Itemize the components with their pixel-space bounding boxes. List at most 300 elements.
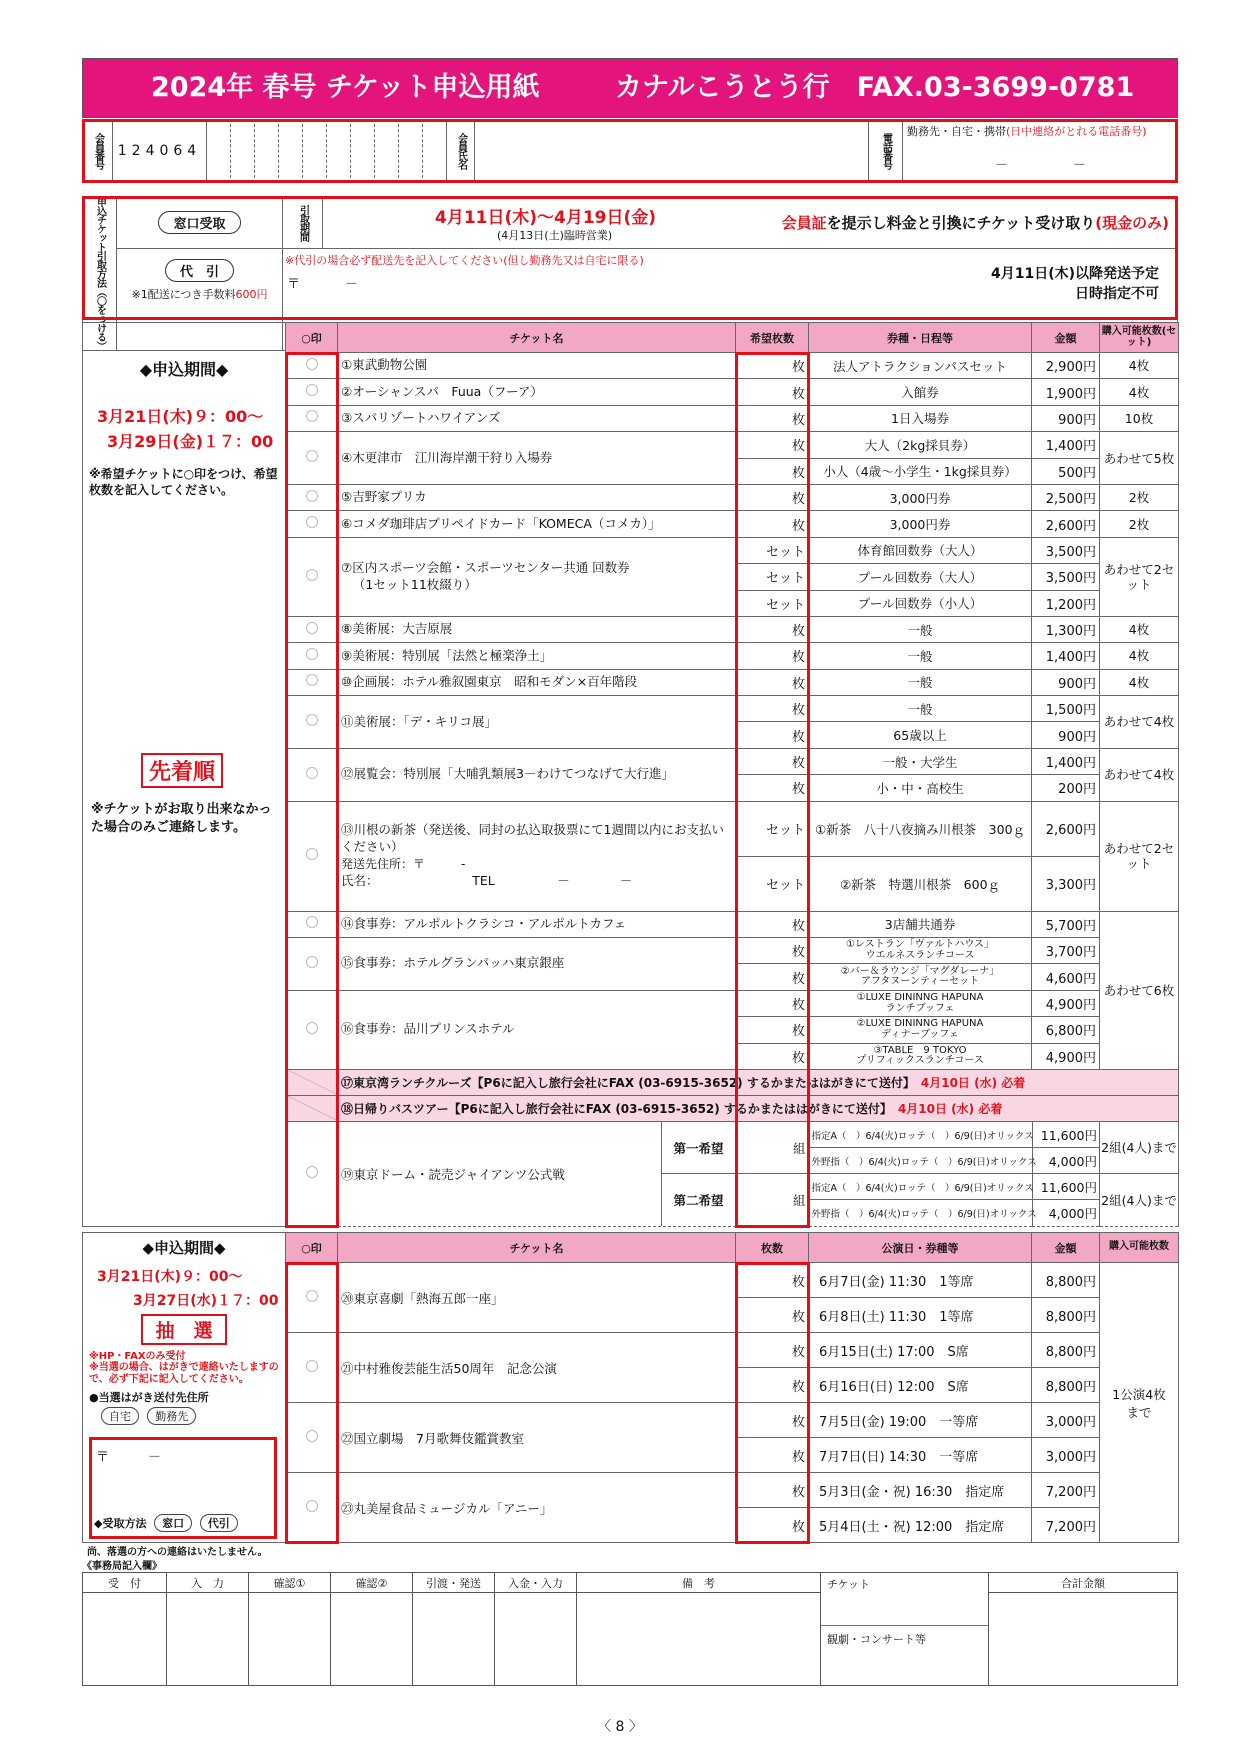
ticket-name-cell xyxy=(338,405,736,431)
show-date: 6月15日(土) 17:00 S席 xyxy=(819,1344,969,1360)
mark-cell[interactable] xyxy=(286,643,338,669)
limit-cell xyxy=(1100,669,1179,695)
price: 1,400円 xyxy=(1045,650,1096,666)
purchase-limit: あわせて4枚 xyxy=(1103,714,1175,730)
mark-cell[interactable] xyxy=(286,484,338,510)
price: 5,700円 xyxy=(1045,918,1096,934)
title-bar xyxy=(82,58,1178,118)
mark-cell[interactable] xyxy=(286,669,338,695)
office-cell[interactable] xyxy=(577,1593,821,1686)
date-cell xyxy=(809,1368,1032,1403)
circle-mark xyxy=(306,956,318,968)
work-option[interactable]: 勤務先 xyxy=(147,1407,196,1425)
type-cell xyxy=(809,379,1032,405)
member-number-box[interactable] xyxy=(351,120,375,183)
quantity-cell[interactable] xyxy=(736,938,809,964)
price-cell xyxy=(1032,669,1100,695)
purchase-limit: 4枚 xyxy=(1128,622,1150,638)
slash-cell xyxy=(286,1069,338,1095)
quantity-cell[interactable] xyxy=(736,856,809,911)
price-cell xyxy=(1032,511,1100,537)
date-cell xyxy=(809,1333,1032,1368)
price-cell xyxy=(1032,537,1100,563)
ticket-name: ⑭食事券：アルポルトクラシコ・アルポルトカフェ xyxy=(341,915,627,931)
ticket-name: ④木更津市 江川海岸潮干狩り入場券 xyxy=(341,449,553,465)
ticket-name: ①東武動物公園 xyxy=(341,357,428,373)
ticket-name: ⑤吉野家プリカ xyxy=(341,489,427,505)
price: 7,200円 xyxy=(1045,1484,1096,1500)
member-number-box[interactable] xyxy=(207,120,231,183)
phone-field[interactable] xyxy=(903,120,1178,183)
circle-mark xyxy=(306,1360,318,1372)
quantity-cell[interactable] xyxy=(736,801,809,856)
ticket-type: 一般 xyxy=(907,675,933,691)
type-cell xyxy=(809,458,1032,484)
type-cell xyxy=(809,669,1032,695)
ticket-name-cell xyxy=(338,432,736,485)
lottery-note-1: ※HP・FAXのみ受付 xyxy=(89,1351,186,1362)
mark-cell[interactable] xyxy=(286,432,338,485)
ticket-name: ③スパリゾートハワイアンズ xyxy=(341,410,501,426)
quantity-cell[interactable] xyxy=(736,511,809,537)
quantity-cell[interactable] xyxy=(736,353,809,379)
show-name-cell xyxy=(338,1473,736,1543)
lottery-badge: 抽 選 xyxy=(141,1314,226,1345)
office-col-reception: 受 付 xyxy=(83,1573,167,1593)
type-cell xyxy=(809,801,1032,856)
quantity-cell[interactable] xyxy=(736,964,809,990)
type-cell xyxy=(809,1017,1032,1043)
ticket-name: ⑪美術展：「デ・キリコ展」 xyxy=(341,713,498,729)
limit-cell xyxy=(1100,801,1179,911)
member-number-box[interactable] xyxy=(423,120,447,183)
ticket-name-header: チケット名 xyxy=(338,1233,736,1263)
ticket-name-cell xyxy=(338,938,736,991)
ship-note-1: 4月11日(木)以降発送予定 xyxy=(990,266,1159,282)
period-from: 3月21日(木)９：00～ xyxy=(97,407,264,426)
unit-label: 枚 xyxy=(791,945,805,961)
mark-cell[interactable] xyxy=(286,801,338,911)
show-name-cell xyxy=(338,1403,736,1473)
ticket-type: 65歳以上 xyxy=(893,728,947,744)
phone-label: 電話番号 xyxy=(880,133,892,169)
quantity-cell[interactable] xyxy=(736,696,809,722)
date-cell xyxy=(809,1508,1032,1543)
ticket-type: ①LUXE DININNG HAPUNA xyxy=(856,992,984,1003)
price: 1,200円 xyxy=(1045,597,1096,613)
circle-mark xyxy=(306,916,318,928)
type-cell xyxy=(809,1043,1032,1069)
office-cell[interactable] xyxy=(989,1593,1178,1686)
mark-cell[interactable] xyxy=(286,1473,338,1543)
ticket-type: 一般 xyxy=(907,622,933,638)
quantity-cell[interactable] xyxy=(736,643,809,669)
circle-mark xyxy=(306,767,318,779)
office-cell[interactable] xyxy=(83,1593,167,1686)
office-cell[interactable] xyxy=(167,1593,249,1686)
pickup-period-note: (4月13日(土)臨時営業) xyxy=(497,229,613,242)
mark-cell[interactable] xyxy=(286,911,338,937)
circle-mark xyxy=(306,674,318,686)
limit-cell xyxy=(1100,1121,1179,1173)
type-cell xyxy=(809,405,1032,431)
office-cell[interactable] xyxy=(413,1593,495,1686)
type-cell xyxy=(809,564,1032,590)
show-name: ㉑中村雅俊芸能生活50周年 記念公演 xyxy=(341,1360,557,1376)
type-cell xyxy=(809,990,1032,1016)
ticket-type: 小人（4歳～小学生・1kg採貝券） xyxy=(823,464,1017,480)
type-cell xyxy=(809,643,1032,669)
mark-cell[interactable] xyxy=(286,537,338,616)
price: 4,900円 xyxy=(1045,998,1096,1013)
purchase-limit: あわせて6枚 xyxy=(1103,983,1175,999)
quantity-cell[interactable] xyxy=(736,775,809,801)
purchase-limit: 2枚 xyxy=(1128,490,1150,506)
left-panel-lottery xyxy=(83,1233,286,1558)
circle-mark xyxy=(306,384,318,396)
price-cell xyxy=(1032,938,1100,964)
ticket-name: ⑬川根の新茶（発送後、同封の払込取扱票にて1週間以内にお支払いください） xyxy=(341,822,724,855)
ticket-type: ②新茶 特選川根茶 600ｇ xyxy=(839,876,1001,892)
circle-mark xyxy=(306,622,318,634)
postal-mark: 〒 xyxy=(287,277,301,292)
show-date: 7月5日(金) 19:00 一等席 xyxy=(819,1414,979,1430)
quantity-cell[interactable] xyxy=(736,484,809,510)
office-col-total: 合計金額 xyxy=(989,1573,1178,1593)
ticket-name-cell xyxy=(338,537,736,616)
quantity-cell[interactable] xyxy=(736,669,809,695)
pickup-method-label: 申込チケット引取方法（〇をつける） xyxy=(94,197,106,350)
unit-label: 枚 xyxy=(791,439,805,455)
circle-mark xyxy=(306,1500,318,1512)
pickup-period-label: 引取期間 xyxy=(297,204,309,241)
quantity-cell[interactable] xyxy=(736,1017,809,1043)
quantity-cell[interactable] xyxy=(736,1508,809,1543)
office-col-remarks: 備 考 xyxy=(577,1573,821,1593)
bustour-row xyxy=(338,1095,1179,1121)
office-cell[interactable] xyxy=(249,1593,331,1686)
type-cell xyxy=(809,484,1032,510)
price: 2,900円 xyxy=(1045,360,1096,376)
date-cell xyxy=(809,1403,1032,1438)
price-cell xyxy=(1032,616,1100,642)
quantity-cell[interactable] xyxy=(736,1122,809,1174)
member-number-box[interactable] xyxy=(231,120,255,183)
price-cell xyxy=(1032,484,1100,510)
member-info-table xyxy=(82,119,1178,183)
price-cell xyxy=(1032,432,1100,458)
ticket-name-cell xyxy=(338,511,736,537)
show-date: 5月4日(土・祝) 12:00 指定席 xyxy=(819,1519,1005,1535)
period-title: ◆申込期間◆ xyxy=(139,360,229,379)
cod-option[interactable]: 代引 xyxy=(200,1514,238,1532)
type-cell xyxy=(809,964,1032,990)
price-cell xyxy=(1032,801,1100,856)
price: 1,900円 xyxy=(1045,386,1096,402)
price: 1,400円 xyxy=(1045,756,1096,772)
seat-option-a[interactable]: 指定A（ ）6/4(火)ロッテ（ ）6/9(日)オリックス xyxy=(809,1122,1032,1148)
unit-label: 枚 xyxy=(791,1274,805,1290)
price-cell xyxy=(1032,856,1100,911)
ticket-name: ⑦区内スポーツ会館・スポーツセンター共通 回数券 xyxy=(341,559,630,575)
type-cell xyxy=(809,537,1032,563)
quantity-cell[interactable] xyxy=(736,722,809,748)
type-cell xyxy=(809,856,1032,911)
period-title: ◆申込期間◆ xyxy=(142,1239,226,1257)
ticket-name-cell xyxy=(338,643,736,669)
purchase-limit: 2枚 xyxy=(1128,516,1150,532)
ticket-type: プール回数券（大人） xyxy=(857,569,983,585)
price-cell xyxy=(1032,353,1100,379)
page-number: 〈 8 〉 xyxy=(597,1719,643,1735)
purchase-limit: 2組(4人)まで xyxy=(1101,1192,1177,1208)
price: 11,600円 xyxy=(1032,1174,1100,1200)
quantity-cell[interactable] xyxy=(736,405,809,431)
member-number-box[interactable] xyxy=(255,120,279,183)
circle-mark xyxy=(306,569,318,581)
price: 8,800円 xyxy=(1045,1274,1096,1290)
purchase-limit: 10枚 xyxy=(1124,410,1154,426)
ship-note-2: 日時指定不可 xyxy=(1075,286,1159,302)
quantity-cell[interactable] xyxy=(736,1174,809,1226)
type-cell xyxy=(809,590,1032,616)
phone-dash: － － xyxy=(995,158,1087,173)
price-cell xyxy=(1032,458,1100,484)
office-cell[interactable] xyxy=(495,1593,577,1686)
seat-option-b[interactable]: 外野指（ ）6/4(火)ロッテ（ ）6/9(日)オリックス xyxy=(809,1148,1032,1174)
purchase-limit: 4枚 xyxy=(1128,674,1150,690)
home-option[interactable]: 自宅 xyxy=(101,1407,139,1425)
ticket-type: 法人アトラクションパスセット xyxy=(833,358,1007,374)
limit-cell xyxy=(1100,353,1179,379)
ticket-name: ⑨美術展：特別展「法然と極楽浄土」 xyxy=(341,647,553,663)
ticket-type: 3店舗共通券 xyxy=(884,917,956,933)
quantity-header: 希望枚数 xyxy=(736,323,809,353)
limit-cell xyxy=(1100,484,1179,510)
price: 3,500円 xyxy=(1045,544,1096,560)
price: 2,600円 xyxy=(1045,518,1096,534)
ticket-name-cell xyxy=(338,990,736,1069)
postal-dash: － xyxy=(345,277,359,292)
unit-label: 枚 xyxy=(791,998,805,1013)
type-cell xyxy=(809,938,1032,964)
member-number-box[interactable] xyxy=(327,120,351,183)
type-cell xyxy=(809,511,1032,537)
ticket-type-sub: ディナーブッフェ xyxy=(881,1028,959,1040)
price: 900円 xyxy=(1058,412,1096,428)
ticket-type-sub: アフタヌーンティーセット xyxy=(860,976,980,988)
price-cell xyxy=(1032,990,1100,1016)
price-cell xyxy=(1032,1043,1100,1069)
mark-cell[interactable] xyxy=(286,990,338,1069)
office-col-payment: 入金・入力 xyxy=(495,1573,577,1593)
giants-name-cell xyxy=(338,1121,1100,1226)
price: 900円 xyxy=(1058,729,1096,745)
office-concert: 観劇・コンサート等 xyxy=(827,1633,926,1646)
deadline: 4月10日 (水) 必着 xyxy=(897,1101,1003,1116)
unit-label: 枚 xyxy=(791,1344,805,1360)
seat-option-b[interactable]: 外野指（ ）6/4(火)ロッテ（ ）6/9(日)オリックス xyxy=(809,1200,1032,1226)
price-header: 金額 xyxy=(1032,323,1100,353)
date-cell xyxy=(809,1473,1032,1508)
unit-label: セット xyxy=(765,878,805,894)
member-number-box[interactable] xyxy=(375,120,399,183)
window-pickup-note: 会員証を提示し料金と引換にチケット受け取り(現金のみ) xyxy=(781,214,1169,232)
form-title: 2024年 春号 チケット申込用紙 xyxy=(151,72,540,103)
price: 3,300円 xyxy=(1045,878,1096,894)
limit-cell xyxy=(1100,1263,1179,1543)
limit-cell xyxy=(1100,748,1179,801)
mark-cell[interactable] xyxy=(286,379,338,405)
limit-header: 購入可能枚数 xyxy=(1100,1233,1179,1263)
quantity-cell[interactable] xyxy=(736,748,809,774)
circle-mark xyxy=(306,714,318,726)
member-number-label: 会員番号 xyxy=(92,133,104,169)
ticket-type: 小・中・高校生 xyxy=(876,780,964,796)
quantity-cell[interactable] xyxy=(736,990,809,1016)
ticket-name-cell xyxy=(338,748,736,801)
quantity-cell[interactable] xyxy=(736,1473,809,1508)
limit-cell xyxy=(1100,616,1179,642)
quantity-cell[interactable] xyxy=(736,1368,809,1403)
quantity-cell[interactable] xyxy=(736,432,809,458)
show-name: ㉓丸美屋食品ミュージカル「アニー」 xyxy=(341,1500,553,1516)
first-choice-label: 第一希望 xyxy=(661,1122,736,1174)
type-cell xyxy=(809,432,1032,458)
unit-label: 枚 xyxy=(791,360,805,376)
unit-label: 枚 xyxy=(791,1449,805,1465)
date-cell xyxy=(809,1438,1032,1473)
price-cell xyxy=(1032,1368,1100,1403)
limit-cell xyxy=(1100,1173,1179,1226)
ticket-type: 一般 xyxy=(907,701,933,717)
quantity-cell[interactable] xyxy=(736,1043,809,1069)
mark-cell[interactable] xyxy=(286,1121,338,1226)
quantity-cell[interactable] xyxy=(736,1298,809,1333)
ticket-name-cell xyxy=(338,669,736,695)
quantity-cell[interactable] xyxy=(736,616,809,642)
circle-mark xyxy=(306,648,318,660)
type-cell xyxy=(809,775,1032,801)
seat-option-a[interactable]: 指定A（ ）6/4(火)ロッテ（ ）6/9(日)オリックス xyxy=(809,1174,1032,1200)
office-col-input: 入 力 xyxy=(167,1573,249,1593)
window-pickup-option[interactable]: 窓口受取 xyxy=(158,211,240,234)
member-number-box[interactable] xyxy=(279,120,303,183)
show-date: 6月16日(日) 12:00 S席 xyxy=(819,1379,969,1395)
ticket-type: 1日入場券 xyxy=(891,411,949,427)
member-name-field[interactable] xyxy=(475,120,869,183)
member-number-box[interactable] xyxy=(303,120,327,183)
quantity-cell[interactable] xyxy=(736,911,809,937)
show-date: 5月3日(金・祝) 16:30 指定席 xyxy=(819,1484,1005,1500)
mark-cell[interactable] xyxy=(286,353,338,379)
quantity-cell[interactable] xyxy=(736,564,809,590)
ticket-type: ①レストラン「ヴァルトハウス」 xyxy=(845,939,995,951)
quantity-cell[interactable] xyxy=(736,1263,809,1298)
address-box[interactable] xyxy=(89,1437,277,1539)
ticket-name-cell xyxy=(338,801,736,911)
price: 1,300円 xyxy=(1045,624,1096,640)
unit-label: 枚 xyxy=(791,1414,805,1430)
ship-name: 氏名： TEL － － xyxy=(341,873,633,889)
circle-mark xyxy=(306,450,318,462)
fax-destination: カナルこうとう行 FAX.03-3699-0781 xyxy=(615,72,1135,103)
mark-cell[interactable] xyxy=(286,1333,338,1403)
limit-cell xyxy=(1100,537,1179,616)
price: 2,500円 xyxy=(1045,492,1096,508)
quantity-cell[interactable] xyxy=(736,458,809,484)
price-cell xyxy=(1032,379,1100,405)
type-cell xyxy=(809,696,1032,722)
mark-cell[interactable] xyxy=(286,696,338,749)
mark-cell[interactable] xyxy=(286,1263,338,1333)
cod-option[interactable]: 代 引 xyxy=(165,259,234,282)
price-cell xyxy=(1032,1263,1100,1298)
mark-cell[interactable] xyxy=(286,748,338,801)
price: 6,800円 xyxy=(1045,1024,1096,1040)
circle-mark xyxy=(306,1430,318,1442)
purchase-limit: あわせて2セット xyxy=(1103,841,1175,872)
show-name: ㉒国立劇場 7月歌舞伎鑑賞教室 xyxy=(341,1430,524,1446)
member-number-value[interactable]: 124064 xyxy=(113,120,207,183)
mark-cell[interactable] xyxy=(286,616,338,642)
price: 3,000円 xyxy=(1045,1449,1096,1465)
price-cell xyxy=(1032,1438,1100,1473)
price: 8,800円 xyxy=(1045,1379,1096,1395)
mark-cell[interactable] xyxy=(286,1403,338,1473)
price-cell xyxy=(1032,590,1100,616)
quantity-cell[interactable] xyxy=(736,537,809,563)
quantity-cell[interactable] xyxy=(736,1403,809,1438)
quantity-cell[interactable] xyxy=(736,1333,809,1368)
price-cell xyxy=(1032,696,1100,722)
member-name-label: 会員氏名 xyxy=(455,133,467,169)
ticket-type: 一般・大学生 xyxy=(882,754,958,770)
price: 3,700円 xyxy=(1045,945,1096,961)
window-option[interactable]: 窓口 xyxy=(154,1514,192,1532)
show-date: 6月7日(金) 11:30 1等席 xyxy=(819,1274,974,1290)
quantity-cell[interactable] xyxy=(736,1438,809,1473)
office-cell[interactable] xyxy=(331,1593,413,1686)
show-name-cell xyxy=(338,1263,736,1333)
mark-header: ○印 xyxy=(286,323,338,353)
mark-cell[interactable] xyxy=(286,405,338,431)
price: 2,600円 xyxy=(1045,823,1096,839)
unit-label: セット xyxy=(765,544,805,560)
quantity-cell[interactable] xyxy=(736,590,809,616)
price-cell xyxy=(1032,964,1100,990)
office-use-table xyxy=(82,1572,1178,1686)
ticket-name: ⑧美術展：大吉原展 xyxy=(341,621,453,637)
limit-cell xyxy=(1100,911,1179,1069)
limit-cell xyxy=(1100,379,1179,405)
quantity-cell[interactable] xyxy=(736,379,809,405)
cruise-row xyxy=(338,1069,1179,1095)
ticket-type: 3,000円券 xyxy=(889,517,951,533)
ticket-name-cell xyxy=(338,379,736,405)
ticket-name: ⑮食事券：ホテルグランパッハ東京銀座 xyxy=(341,955,565,971)
limit-cell xyxy=(1100,643,1179,669)
member-number-box[interactable] xyxy=(399,120,423,183)
mark-cell[interactable] xyxy=(286,938,338,991)
mark-cell[interactable] xyxy=(286,511,338,537)
price-cell xyxy=(1032,775,1100,801)
price: 11,600円 xyxy=(1032,1122,1100,1148)
unit-label: 枚 xyxy=(791,412,805,428)
unit-label: 枚 xyxy=(791,518,805,534)
ticket-type: 入館券 xyxy=(901,385,939,401)
price: 8,800円 xyxy=(1045,1309,1096,1325)
